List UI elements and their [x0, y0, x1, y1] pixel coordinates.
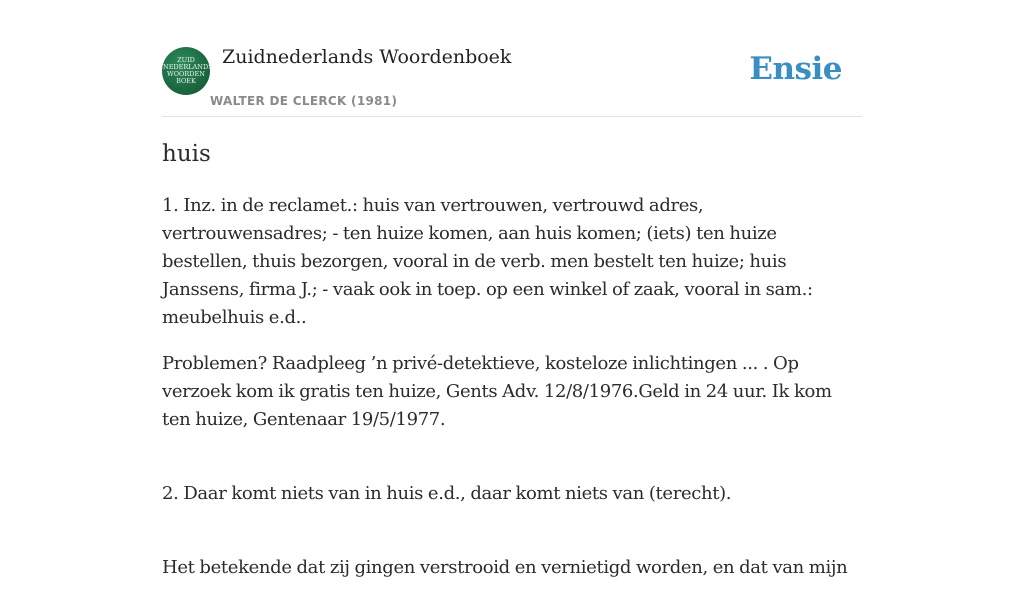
dictionary-title[interactable]: Zuidnederlands Woordenboek: [222, 46, 512, 68]
entry-content: [162, 138, 862, 600]
site-header: [162, 40, 862, 117]
paragraph-gap: [162, 526, 862, 554]
ensie-brand-link[interactable]: Ensie: [749, 51, 842, 87]
entry-paragraph-2: Problemen? Raadpleeg ’n privé-detektieve, kosteloze inlichtingen ... . Op verzoek kom ik gratis ten huize, Gents Adv. 12/8/1976.Geld in 24 uur. Ik kom ten huize, Gentenaar 19/5/1977.: [162, 353, 832, 430]
entry-headword: huis: [162, 141, 211, 167]
entry-paragraph-3: 2. Daar komt niets van in huis e.d., daar komt niets van (terecht).: [162, 483, 732, 504]
paragraph-gap: [162, 452, 862, 480]
dictionary-author: WALTER DE CLERCK (1981): [210, 94, 398, 108]
entry-paragraph-1: 1. Inz. in de reclamet.: huis van vertrouwen, vertrouwd adres, vertrouwensadres; - ten huize komen, aan huis komen; (iets) ten huize bestellen, thuis bezorgen, vooral in de verb. men bestelt ten huize; huis Janssens, firma J.; - vaak ook in toep. op een winkel of zaak, vooral in sam.: meubelhuis e.d..: [162, 195, 813, 328]
logo-lettering: ZUID NEDERLANDS WOORDEN BOEK: [163, 56, 213, 85]
dictionary-logo[interactable]: [162, 47, 213, 95]
entry-paragraph-4: Het betekende dat zij gingen verstrooid en vernietigd worden, en dat van mijn: [162, 557, 848, 578]
